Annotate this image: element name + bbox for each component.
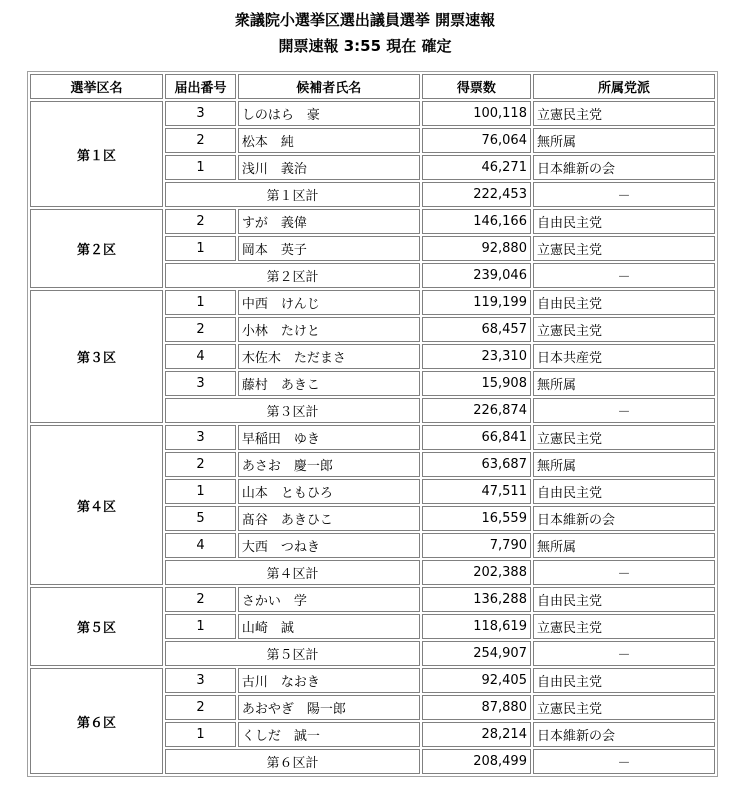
candidate-number: 1: [165, 155, 236, 180]
subtotal-label: 第４区計: [165, 560, 420, 585]
candidate-name: 山崎 誠: [238, 614, 420, 639]
candidate-name: 髙谷 あきひこ: [238, 506, 420, 531]
candidate-party: 自由民主党: [533, 668, 715, 693]
candidate-name: しのはら 豪: [238, 101, 420, 126]
subtotal-label: 第５区計: [165, 641, 420, 666]
table-row: [30, 290, 715, 315]
table-row: [30, 101, 715, 126]
table-row: [30, 209, 715, 234]
candidate-name: 木佐木 ただまさ: [238, 344, 420, 369]
results-table: [27, 71, 718, 777]
district-name: 第３区: [30, 290, 163, 423]
subtotal-label: 第１区計: [165, 182, 420, 207]
column-header-votes: 得票数: [422, 74, 531, 99]
candidate-name: 小林 たけと: [238, 317, 420, 342]
candidate-party: 自由民主党: [533, 587, 715, 612]
candidate-votes: 23,310: [422, 344, 531, 369]
candidate-votes: 100,118: [422, 101, 531, 126]
candidate-number: 1: [165, 722, 236, 747]
candidate-number: 2: [165, 317, 236, 342]
subtotal-votes: 254,907: [422, 641, 531, 666]
candidate-votes: 7,790: [422, 533, 531, 558]
candidate-name: 岡本 英子: [238, 236, 420, 261]
candidate-number: 2: [165, 452, 236, 477]
candidate-party: 日本共産党: [533, 344, 715, 369]
candidate-votes: 15,908: [422, 371, 531, 396]
candidate-party: 無所属: [533, 452, 715, 477]
candidate-number: 2: [165, 128, 236, 153]
subtotal-party-dash: －: [533, 263, 715, 288]
candidate-name: 中西 けんじ: [238, 290, 420, 315]
candidate-name: 大西 つねき: [238, 533, 420, 558]
candidate-number: 3: [165, 371, 236, 396]
district-name: 第１区: [30, 101, 163, 207]
candidate-party: 立憲民主党: [533, 101, 715, 126]
subtotal-label: 第２区計: [165, 263, 420, 288]
candidate-votes: 136,288: [422, 587, 531, 612]
candidate-party: 無所属: [533, 128, 715, 153]
candidate-name: 松本 純: [238, 128, 420, 153]
table-row: [30, 425, 715, 450]
subtotal-votes: 208,499: [422, 749, 531, 774]
candidate-votes: 118,619: [422, 614, 531, 639]
candidate-votes: 92,880: [422, 236, 531, 261]
candidate-number: 3: [165, 101, 236, 126]
candidate-party: 日本維新の会: [533, 506, 715, 531]
candidate-votes: 119,199: [422, 290, 531, 315]
candidate-name: 山本 ともひろ: [238, 479, 420, 504]
page-subtitle: 開票速報 3:55 現在 確定: [278, 37, 452, 55]
candidate-party: 立憲民主党: [533, 695, 715, 720]
candidate-votes: 66,841: [422, 425, 531, 450]
candidate-number: 4: [165, 533, 236, 558]
candidate-name: さかい 学: [238, 587, 420, 612]
candidate-number: 3: [165, 425, 236, 450]
district-name: 第５区: [30, 587, 163, 666]
candidate-number: 3: [165, 668, 236, 693]
subtotal-votes: 226,874: [422, 398, 531, 423]
subtotal-party-dash: －: [533, 398, 715, 423]
candidate-party: 自由民主党: [533, 209, 715, 234]
candidate-votes: 63,687: [422, 452, 531, 477]
candidate-number: 2: [165, 695, 236, 720]
candidate-votes: 68,457: [422, 317, 531, 342]
candidate-party: 無所属: [533, 371, 715, 396]
table-row: [30, 668, 715, 693]
candidate-name: くしだ 誠一: [238, 722, 420, 747]
candidate-name: あさお 慶一郎: [238, 452, 420, 477]
column-header-party: 所属党派: [533, 74, 715, 99]
candidate-votes: 46,271: [422, 155, 531, 180]
header-row: [30, 74, 715, 99]
column-header-candidate: 候補者氏名: [238, 74, 420, 99]
district-name: 第２区: [30, 209, 163, 288]
candidate-party: 立憲民主党: [533, 614, 715, 639]
candidate-name: 早稲田 ゆき: [238, 425, 420, 450]
candidate-name: 浅川 義治: [238, 155, 420, 180]
subtotal-party-dash: －: [533, 560, 715, 585]
candidate-party: 立憲民主党: [533, 317, 715, 342]
candidate-party: 自由民主党: [533, 479, 715, 504]
candidate-number: 5: [165, 506, 236, 531]
subtotal-votes: 202,388: [422, 560, 531, 585]
subtotal-label: 第６区計: [165, 749, 420, 774]
results-body: [30, 101, 715, 774]
district-name: 第４区: [30, 425, 163, 585]
candidate-name: すが 義偉: [238, 209, 420, 234]
candidate-number: 1: [165, 614, 236, 639]
subtotal-votes: 222,453: [422, 182, 531, 207]
candidate-number: 1: [165, 290, 236, 315]
candidate-votes: 76,064: [422, 128, 531, 153]
candidate-votes: 47,511: [422, 479, 531, 504]
candidate-party: 立憲民主党: [533, 236, 715, 261]
candidate-number: 4: [165, 344, 236, 369]
candidate-number: 2: [165, 209, 236, 234]
candidate-votes: 146,166: [422, 209, 531, 234]
candidate-party: 立憲民主党: [533, 425, 715, 450]
candidate-party: 日本維新の会: [533, 155, 715, 180]
candidate-number: 1: [165, 236, 236, 261]
subtotal-party-dash: －: [533, 182, 715, 207]
candidate-votes: 16,559: [422, 506, 531, 531]
candidate-party: 自由民主党: [533, 290, 715, 315]
candidate-votes: 28,214: [422, 722, 531, 747]
candidate-number: 2: [165, 587, 236, 612]
subtotal-votes: 239,046: [422, 263, 531, 288]
column-header-district: 選挙区名: [30, 74, 163, 99]
subtotal-party-dash: －: [533, 641, 715, 666]
candidate-votes: 87,880: [422, 695, 531, 720]
candidate-votes: 92,405: [422, 668, 531, 693]
page-header: [0, 9, 730, 57]
candidate-party: 無所属: [533, 533, 715, 558]
subtotal-label: 第３区計: [165, 398, 420, 423]
page-title: 衆議院小選挙区選出議員選挙 開票速報: [234, 11, 496, 29]
candidate-name: あおやぎ 陽一郎: [238, 695, 420, 720]
candidate-name: 藤村 あきこ: [238, 371, 420, 396]
candidate-party: 日本維新の会: [533, 722, 715, 747]
district-name: 第６区: [30, 668, 163, 774]
candidate-number: 1: [165, 479, 236, 504]
table-row: [30, 587, 715, 612]
column-header-number: 届出番号: [165, 74, 236, 99]
candidate-name: 古川 なおき: [238, 668, 420, 693]
subtotal-party-dash: －: [533, 749, 715, 774]
